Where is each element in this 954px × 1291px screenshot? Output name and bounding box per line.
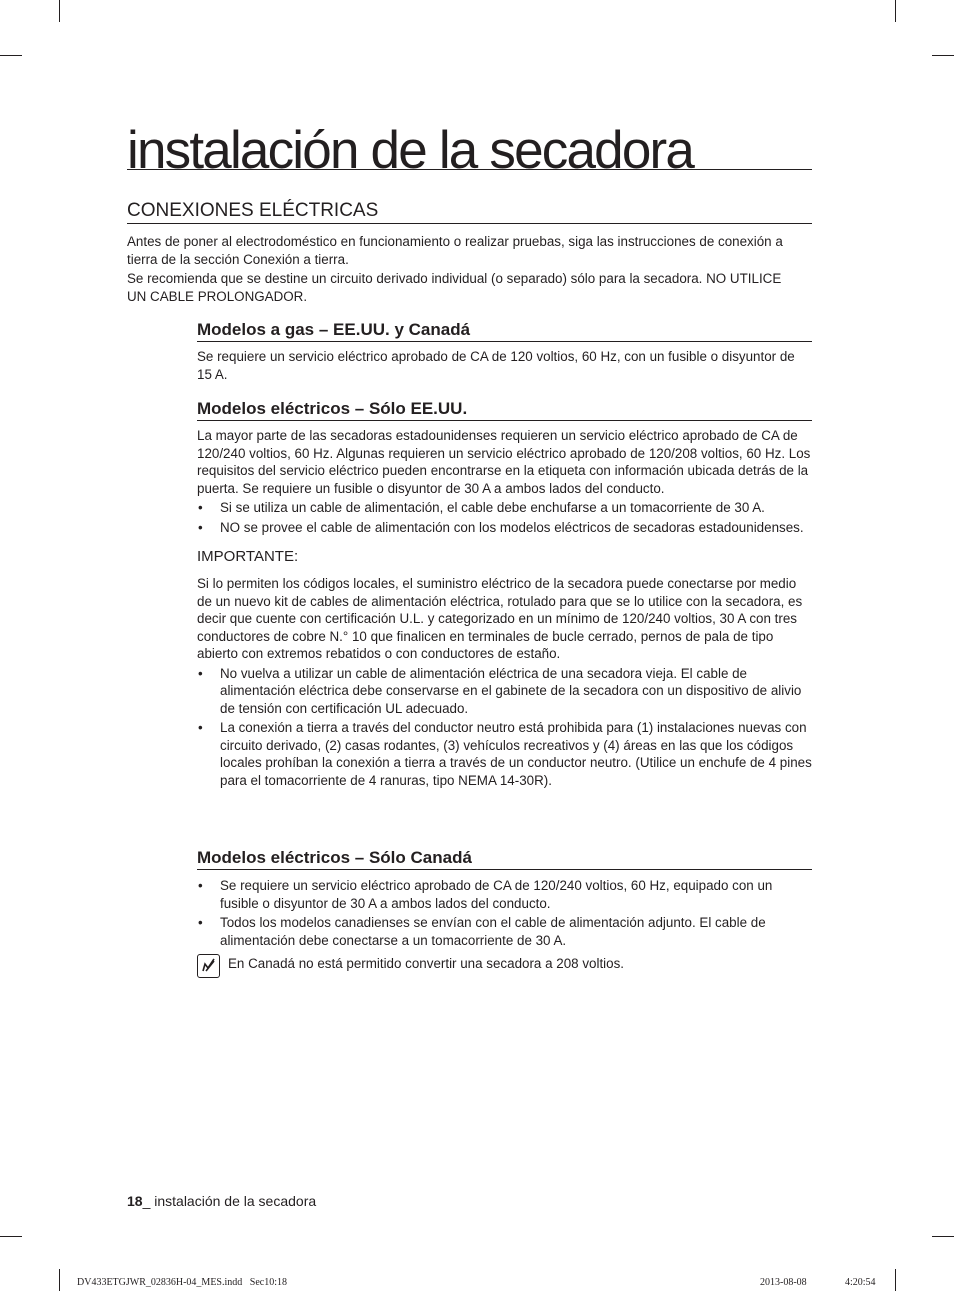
note-text: En Canadá no está permitido convertir una secadora a 208 voltios.	[228, 956, 625, 971]
crop-mark	[932, 1236, 954, 1237]
crop-mark	[895, 1269, 896, 1291]
crop-mark	[932, 55, 954, 56]
slug-date: 2013-08-08	[760, 1277, 807, 1288]
gas-models-text: Se requiere un servicio eléctrico aprobado de CA de 120 voltios, 60 Hz, con un fusible o disyuntor de 15 A.	[197, 349, 795, 382]
electric-us-heading: Modelos eléctricos – Sólo EE.UU.	[197, 398, 812, 421]
important-bullets	[197, 665, 812, 790]
list-item: • Se requiere un servicio eléctrico aprobado de CA de 120/240 voltios, 60 Hz, equipado con un fusible o disyuntor de 30 A a ambos lados del conducto.	[197, 877, 812, 912]
list-item: • No vuelva a utilizar un cable de alimentación eléctrica de una secadora vieja. El cable de alimentación eléctrica debe conservarse en el gabinete de la secadora con un dispositivo de alivio de tensión con certificación UL adecuado.	[197, 665, 812, 718]
intro-paragraph: Se recomienda que se destine un circuito derivado individual (o separado) sólo para la secadora. NO UTILICE UN CABLE PROLONGADOR.	[127, 271, 782, 304]
page-title: instalación de la secadora	[127, 120, 812, 170]
list-item: • Todos los modelos canadienses se envían con el cable de alimentación adjunto. El cable de alimentación debe conectarse a un tomacorriente de 30 A.	[197, 914, 812, 949]
crop-mark	[0, 55, 22, 56]
electric-us-text: La mayor parte de las secadoras estadounidenses requieren un servicio eléctrico aprobado de CA de 120/240 voltios, 60 Hz. Algunas requieren un servicio eléctrico aprobado de 120/208 voltios, 60 Hz. Los requisitos del servicio eléctrico pueden encontrarse en la etiqueta con información ubicada detrás de la puerta. Se requiere un fusible o disyuntor de 30 A a ambos lados del conducto.	[197, 428, 811, 496]
intro-paragraph: Antes de poner al electrodoméstico en funcionamiento o realizar pruebas, siga las instrucciones de conexión a tierra de la sección Conexión a tierra.	[127, 234, 783, 267]
slug-file: DV433ETGJWR_02836H-04_MES.indd Sec10:18	[77, 1277, 287, 1288]
page-footer	[127, 1192, 316, 1210]
electric-ca-heading: Modelos eléctricos – Sólo Canadá	[197, 847, 812, 870]
important-text: Si lo permiten los códigos locales, el suministro eléctrico de la secadora puede conectarse por medio de un nuevo kit de cables de alimentación eléctrica, rotulado para que se lo utilice con la secadora, es decir que cuente con certificación U.L. y categorizado en un mínimo de 120/240 voltios, 30 A con tres conductores de cobre N.° 10 que finalicen en terminales de bucle cerrado, pernos de pala de tipo abierto con extremos rebatidos o con conductores de estaño.	[197, 576, 803, 661]
note	[197, 955, 812, 979]
list-item: • NO se provee el cable de alimentación con los modelos eléctricos de secadoras estadounidenses.	[197, 519, 812, 537]
page-number: 18	[127, 1193, 143, 1209]
note-pencil-icon	[197, 954, 220, 978]
slug-time: 4:20:54	[845, 1277, 876, 1288]
electric-ca-bullets	[197, 877, 812, 949]
gas-models-heading: Modelos a gas – EE.UU. y Canadá	[197, 319, 812, 342]
footer-label: _ instalación de la secadora	[142, 1193, 317, 1209]
section-heading: CONEXIONES ELÉCTRICAS	[127, 200, 812, 224]
list-item: • Si se utiliza un cable de alimentación, el cable debe enchufarse a un tomacorriente de 30 A.	[197, 499, 812, 517]
gas-models-section	[197, 319, 812, 383]
list-item: • La conexión a tierra a través del conductor neutro está prohibida para (1) instalaciones nuevas con circuito derivado, (2) casas rodantes, (3) vehículos recreativos y (4) áreas en las que los códigos locales prohíban la conexión a tierra a través de un conductor neutro. (Utilice un enchufe de 4 pines para el tomacorriente de 4 ranuras, tipo NEMA 14-30R).	[197, 719, 812, 789]
electric-us-section	[197, 398, 812, 791]
electric-ca-section	[197, 847, 812, 951]
important-label: IMPORTANTE:	[197, 548, 299, 565]
crop-mark	[895, 0, 896, 22]
electric-us-bullets	[197, 499, 812, 536]
crop-mark	[59, 1269, 60, 1291]
crop-mark	[59, 0, 60, 22]
crop-mark	[0, 1236, 22, 1237]
